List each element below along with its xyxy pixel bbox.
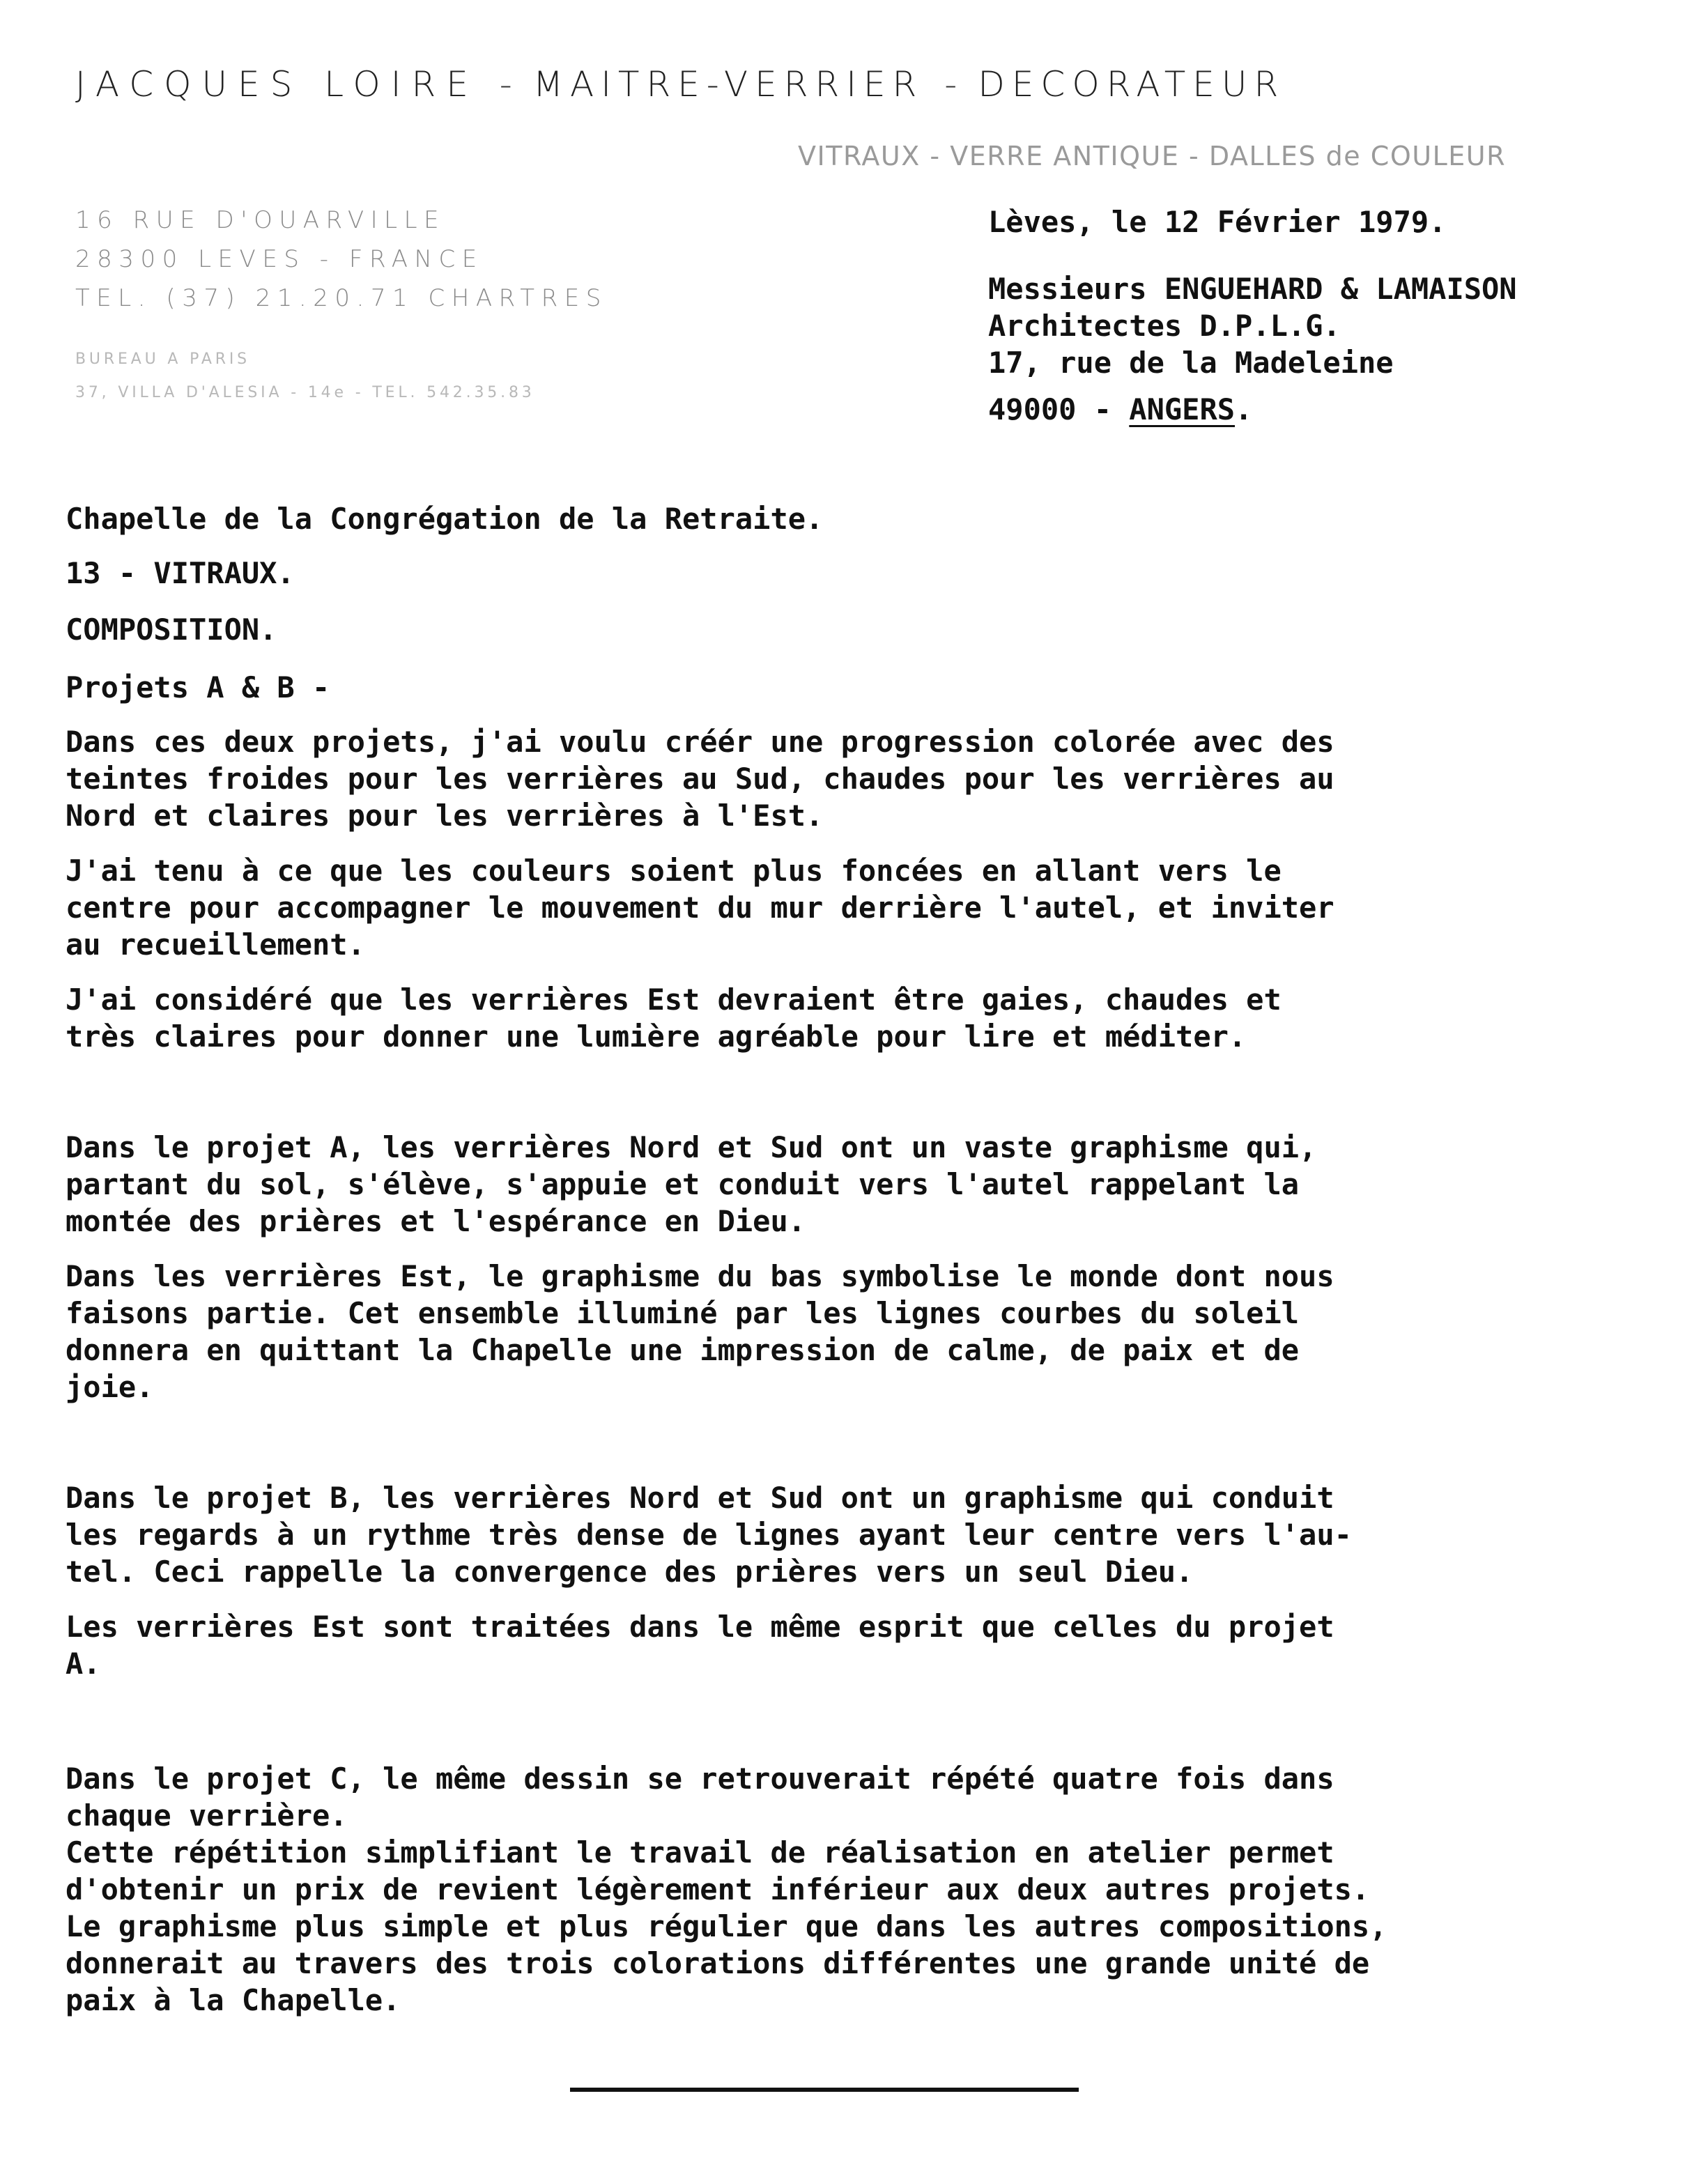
recipient-address bbox=[988, 270, 1517, 428]
section-heading: COMPOSITION. bbox=[66, 612, 277, 647]
section-subheading: Projets A & B - bbox=[66, 670, 330, 704]
branch-line: BUREAU A PARIS bbox=[75, 350, 250, 368]
letterhead-title bbox=[75, 64, 1643, 105]
recipient-name: Messieurs ENGUEHARD & LAMAISON bbox=[988, 272, 1517, 306]
letterhead-separator: - bbox=[944, 64, 957, 105]
letter-subject: Chapelle de la Congrégation de la Retraite. bbox=[66, 502, 824, 536]
letterhead-separator: - bbox=[499, 64, 512, 105]
recipient-city-line bbox=[988, 391, 1517, 428]
address-line: 16 RUE D'OUARVILLE bbox=[75, 206, 446, 234]
letter-date: Lèves, le 12 Février 1979. bbox=[988, 205, 1447, 239]
letter-body bbox=[66, 500, 1668, 2019]
paragraph: Les verrières Est sont traitées dans le même esprit que celles du projet A. bbox=[66, 1610, 1334, 1681]
address-line: 28300 LEVES - FRANCE bbox=[75, 245, 484, 273]
profession-title: MAITRE-VERRIER bbox=[532, 64, 924, 105]
recipient-street: 17, rue de la Madeleine bbox=[988, 346, 1394, 380]
branch-line: 37, VILLA D'ALESIA - 14e - TEL. 542.35.83 bbox=[75, 384, 535, 401]
address-line: TEL. (37) 21.20.71 CHARTRES bbox=[75, 284, 608, 312]
paragraph: Dans les verrières Est, le graphisme du bas symbolise le monde dont nous faisons partie. Cet ensemble illuminé par les lignes courbes du soleil donnera en quittant la Chapelle une impression de calme, de paix et de joie. bbox=[66, 1259, 1334, 1404]
sender-address bbox=[75, 201, 608, 318]
recipient-title: Architectes D.P.L.G. bbox=[988, 309, 1341, 343]
recipient-city-suffix: . bbox=[1235, 392, 1253, 426]
paragraph: Dans ces deux projets, j'ai voulu créér une progression colorée avec des teintes froides pour les verrières au Sud, chaudes pour les verrières au Nord et claires pour les verrières à l'Est. bbox=[66, 725, 1334, 833]
letter-subject-count: 13 - VITRAUX. bbox=[66, 556, 295, 590]
paragraph: Dans le projet C, le même dessin se retrouverait répété quatre fois dans chaque verrière. Cette répétition simplifiant le travail de réalisation en atelier permet d'obtenir un prix de revient légèrement inférieur aux deux autres projets. Le graphisme plus simple et plus régulier que dans les autres compositions, donnerait au travers des trois colorations différentes une grande unité de paix à la Chapelle. bbox=[66, 1762, 1387, 2017]
closing-rule bbox=[570, 2088, 1079, 2092]
paragraph: Dans le projet B, les verrières Nord et Sud ont un graphisme qui conduit les regards à un rythme très dense de lignes ayant leur centre vers l'au- tel. Ceci rappelle la convergence des prières vers un seul Dieu. bbox=[66, 1481, 1352, 1589]
branch-office-address bbox=[75, 343, 535, 410]
paragraph: J'ai considéré que les verrières Est devraient être gaies, chaudes et très claires pour donner une lumière agréable pour lire et méditer. bbox=[66, 982, 1282, 1054]
recipient-city: ANGERS bbox=[1129, 392, 1236, 426]
paragraph: J'ai tenu à ce que les couleurs soient plus foncées en allant vers le centre pour accompagner le mouvement du mur derrière l'autel, et inviter au recueillement. bbox=[66, 854, 1334, 962]
paragraph: Dans le projet A, les verrières Nord et Sud ont un vaste graphisme qui, partant du sol, s'élève, s'appuie et conduit vers l'autel rappelant la montée des prières et l'espérance en Dieu. bbox=[66, 1130, 1317, 1238]
profession-title-2: DECORATEUR bbox=[978, 64, 1286, 105]
company-name: JACQUES LOIRE bbox=[75, 64, 479, 105]
letterhead-specialties: VITRAUX - VERRE ANTIQUE - DALLES de COULEUR bbox=[798, 141, 1507, 171]
recipient-postcode: 49000 - bbox=[988, 392, 1130, 426]
